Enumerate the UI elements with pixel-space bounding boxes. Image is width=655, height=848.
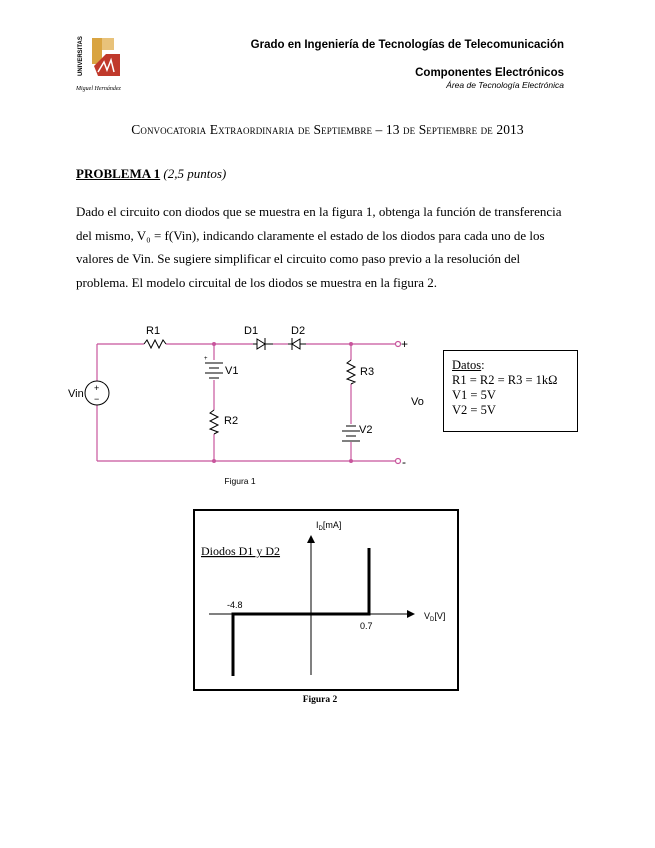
problem-statement: [76, 200, 564, 294]
d1-diode: [253, 338, 273, 350]
d2-diode: [288, 338, 306, 350]
v2-battery: [342, 426, 360, 441]
y-axis-unit: [mA]: [322, 520, 342, 530]
exam-title: Convocatoria Extraordinaria de Septiembre – 13 de Septiembre de 2013: [131, 122, 524, 137]
university-logo: [76, 36, 136, 94]
vin-minus: −: [94, 394, 100, 404]
d2-label: D2: [291, 325, 306, 337]
diode-model-figure: [193, 509, 459, 691]
v1-plus: +: [204, 356, 208, 362]
statement-line: Dado el circuito con diodos que se muestra en la figura 1, obtenga la función de transferencia: [76, 204, 562, 219]
neg-threshold-label: -4.8: [227, 600, 243, 610]
r3-label: R3: [360, 366, 375, 378]
x-axis-unit: [V]: [434, 611, 446, 621]
y-axis-subscript: D: [318, 526, 323, 532]
data-line: V2 = 5V: [452, 403, 496, 417]
x-axis-symbol: V: [424, 611, 431, 621]
d1-label: D1: [244, 325, 259, 337]
vin-label: Vin: [68, 388, 84, 400]
circuit-diagram: [60, 318, 440, 478]
v1-label: V1: [225, 365, 239, 377]
v1-battery: [205, 363, 223, 378]
r1-resistor: [144, 340, 166, 348]
area-title: Área de Tecnología Electrónica: [446, 80, 564, 90]
degree-title: Grado en Ingeniería de Tecnologías de Telecomunicación: [250, 39, 564, 51]
vo-label: Vo: [411, 396, 424, 408]
statement-line: valores de Vin. Se sugiere simplificar el circuito como paso previo a la resolución del: [76, 251, 521, 266]
vin-plus: +: [94, 383, 100, 393]
pos-threshold-label: 0.7: [360, 621, 373, 631]
figure2-label: Diodos D1 y D2: [201, 544, 281, 558]
data-line: V1 = 5V: [452, 388, 496, 402]
r3-resistor: [347, 360, 355, 384]
v2-label: V2: [359, 424, 373, 436]
data-line: R1 = R2 = R3 = 1kΩ: [452, 373, 558, 387]
vo-plus-label: +: [401, 337, 409, 351]
circuit-nodes: [212, 342, 353, 463]
problem-title: PROBLEMA 1: [76, 166, 161, 181]
data-box: [443, 350, 578, 432]
r2-label: R2: [224, 415, 239, 427]
data-title: Datos: [452, 358, 482, 372]
logo-name-text: Miguel Hernández: [76, 86, 121, 92]
r2-resistor: [210, 410, 218, 434]
course-title: Componentes Electrónicos: [415, 67, 564, 79]
problem-points: (2,5 puntos): [163, 166, 227, 181]
statement-line: problema. El modelo circuital de los diodos se muestra en la figura 2.: [76, 274, 438, 290]
figure1-caption: Figura 1: [224, 476, 256, 486]
data-heading: [452, 358, 577, 373]
data-colon: :: [481, 358, 485, 372]
r1-label: R1: [146, 325, 161, 337]
x-axis-subscript: D: [430, 617, 435, 623]
problem-heading: [76, 166, 226, 182]
output-terminal-bottom: [396, 459, 401, 464]
y-axis-symbol: I: [316, 520, 319, 530]
vo-minus-label: -: [402, 455, 406, 469]
circuit-wires: [97, 344, 395, 461]
statement-line: del mismo, V₀ = f(Vin), indicando claramente el estado de los diodos para cada uno de los: [76, 227, 545, 243]
logo-university-text: UNIVERSITAS: [78, 36, 84, 76]
output-terminal-top: [396, 342, 401, 347]
figure2-caption: Figura 2: [302, 695, 338, 705]
